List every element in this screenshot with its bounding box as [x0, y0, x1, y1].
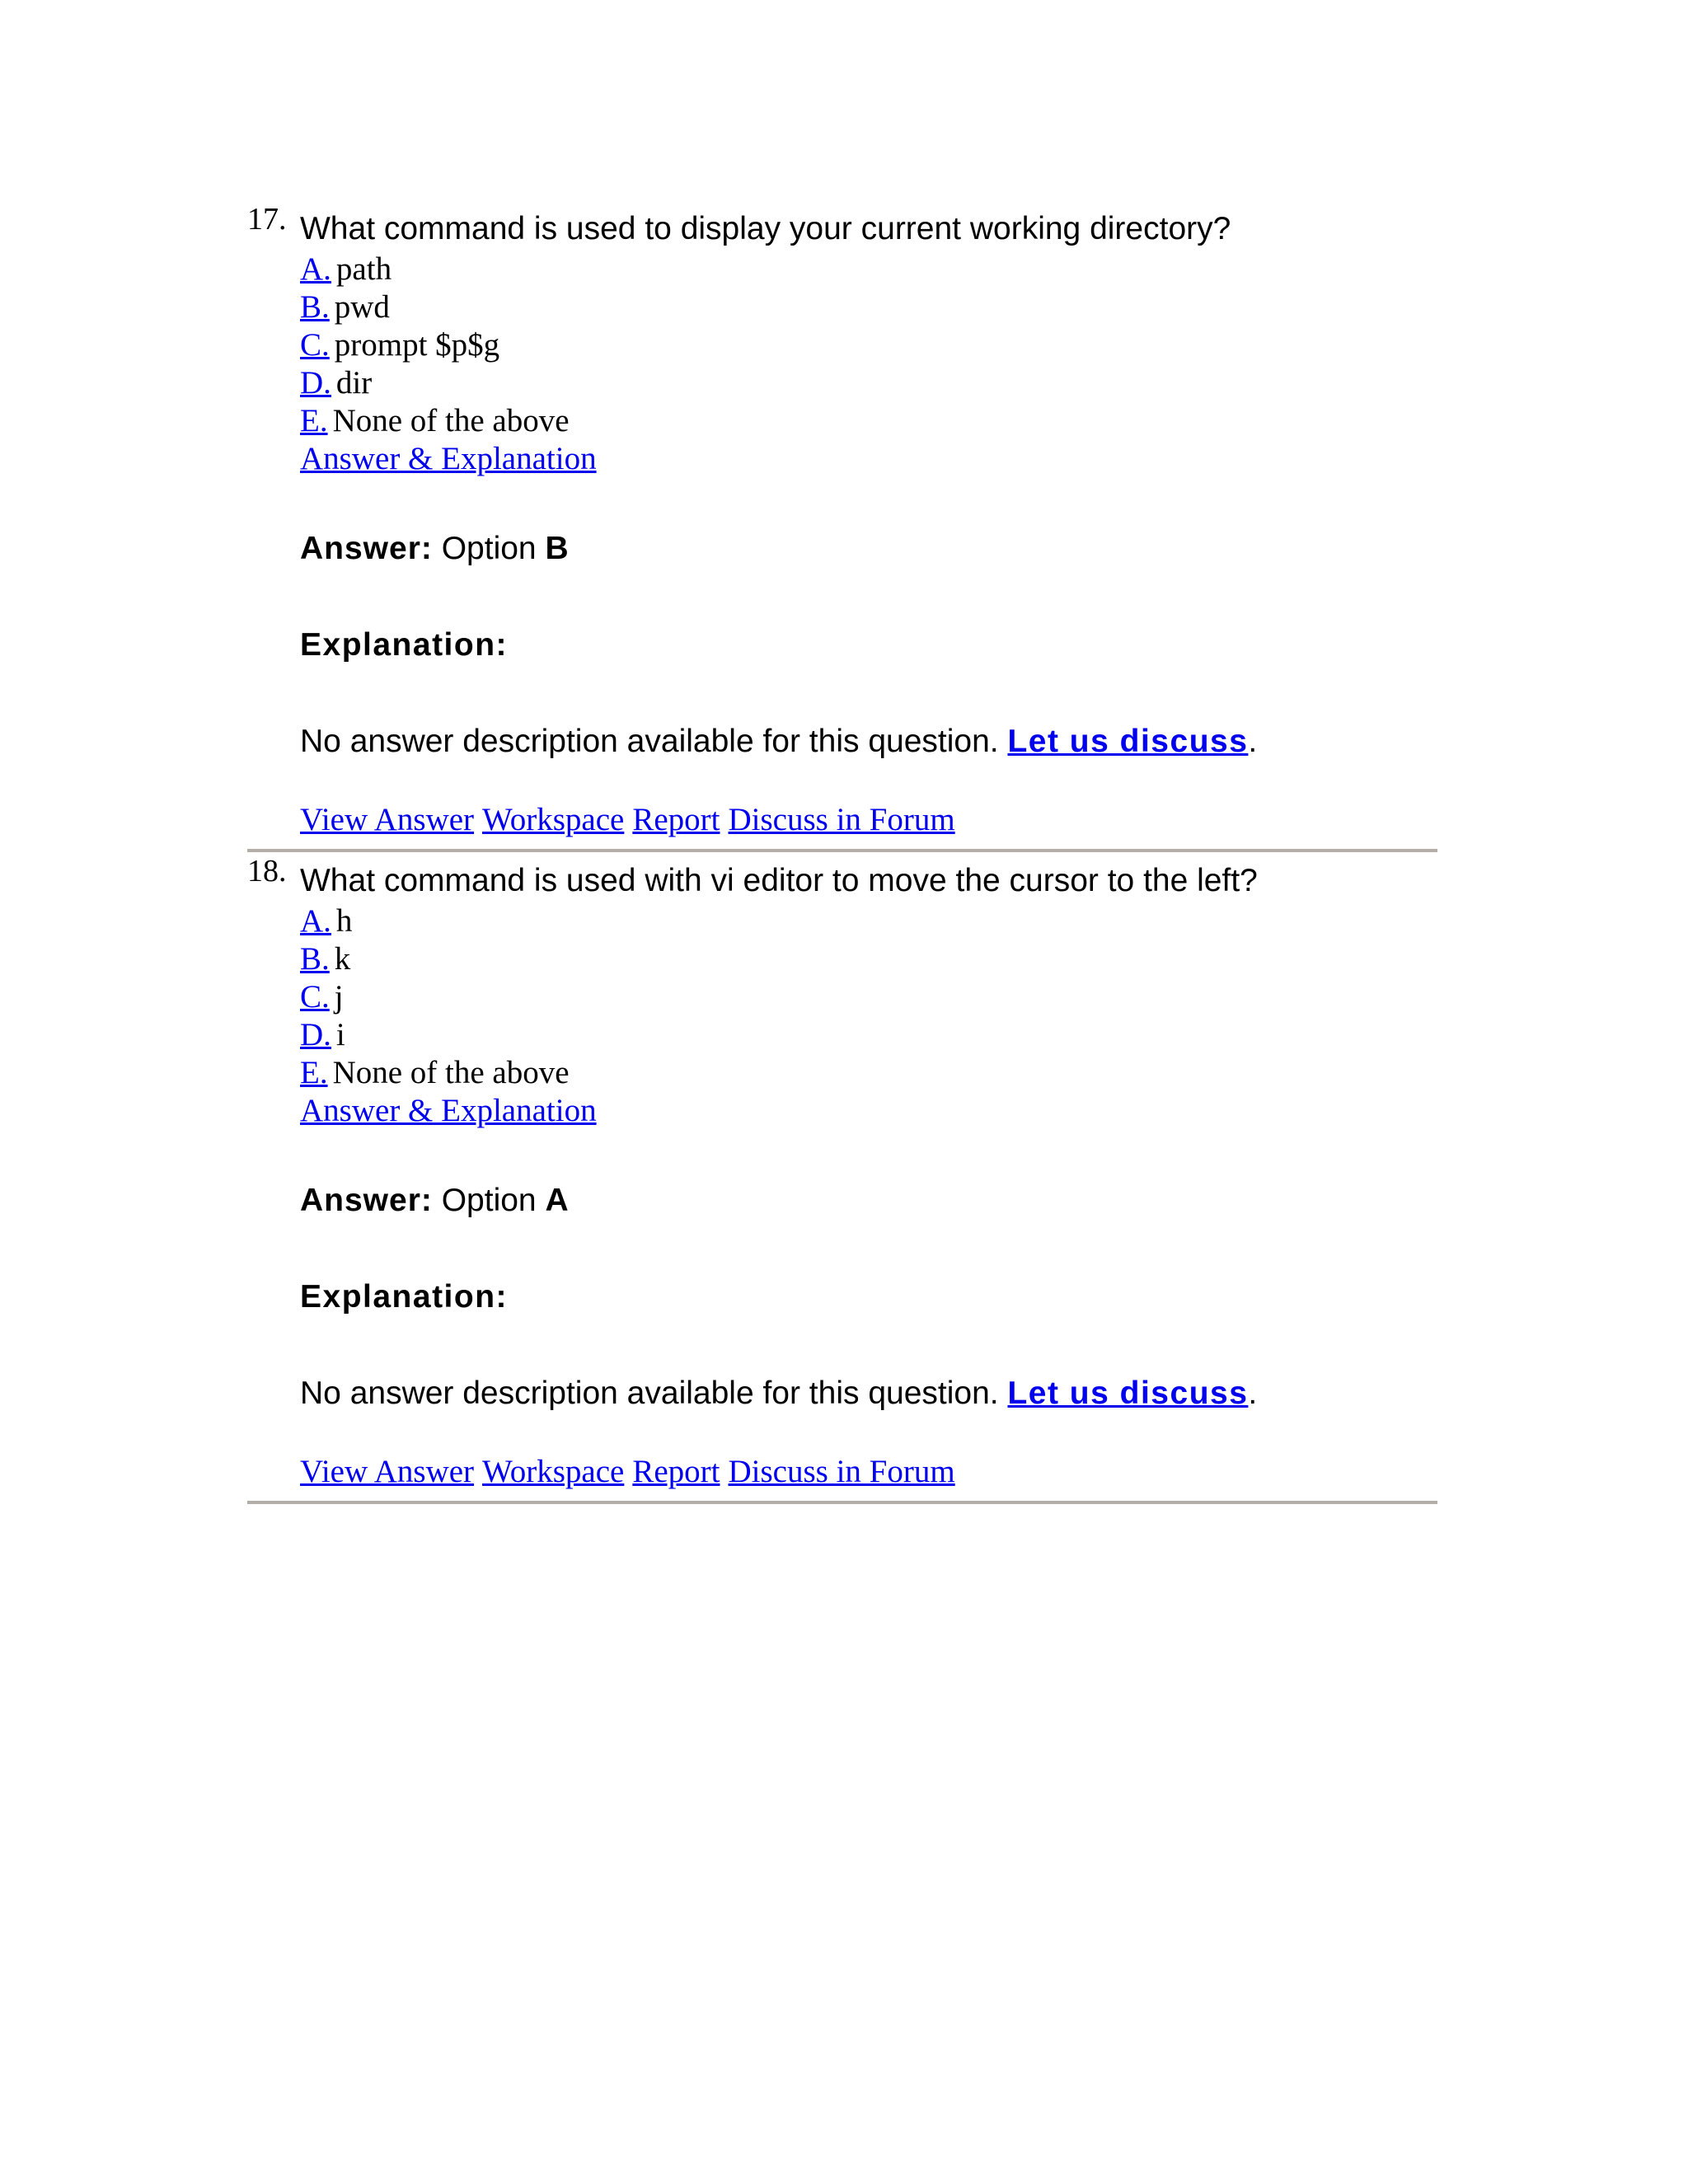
option-d: [300, 1016, 570, 1054]
option-b: [300, 288, 570, 326]
answer-letter: B: [545, 531, 569, 566]
question-text: What command is used to display your current working directory?: [300, 211, 1231, 246]
option-text: None of the above: [332, 1055, 570, 1090]
option-d: [300, 364, 570, 402]
discuss-suffix: .: [1248, 1376, 1258, 1411]
option-letter-link[interactable]: B.: [300, 289, 330, 325]
option-letter-link[interactable]: E.: [300, 1055, 328, 1090]
question-text: What command is used with vi editor to move the cursor to the left?: [300, 863, 1258, 898]
discuss-suffix: .: [1248, 724, 1258, 759]
option-e: [300, 402, 570, 440]
option-list: [300, 902, 570, 1092]
option-text: dir: [335, 365, 373, 401]
discuss-in-forum-link[interactable]: Discuss in Forum: [728, 1454, 955, 1489]
answer-option-word: Option: [441, 531, 537, 566]
option-list: [300, 251, 570, 440]
option-c: [300, 978, 570, 1016]
option-letter-link[interactable]: B.: [300, 941, 330, 977]
answer-explanation-link[interactable]: Answer & Explanation: [300, 441, 597, 476]
question-number: 17.: [247, 202, 287, 237]
option-text: k: [334, 941, 351, 977]
option-e: [300, 1054, 570, 1092]
option-b: [300, 940, 570, 978]
answer-line: [300, 1183, 569, 1219]
option-text: h: [335, 903, 353, 939]
question-divider: [247, 849, 1437, 852]
answer-label: Answer:: [300, 531, 433, 566]
answer-letter: A: [545, 1183, 569, 1218]
option-letter-link[interactable]: E.: [300, 403, 328, 438]
option-letter-link[interactable]: A.: [300, 903, 331, 939]
workspace-link[interactable]: Workspace: [482, 1454, 625, 1489]
workspace-link[interactable]: Workspace: [482, 802, 625, 837]
option-letter-link[interactable]: A.: [300, 251, 331, 287]
view-answer-link[interactable]: View Answer: [300, 1454, 475, 1489]
option-text: i: [335, 1017, 345, 1052]
discuss-in-forum-link[interactable]: Discuss in Forum: [728, 802, 955, 837]
option-text: path: [335, 251, 392, 287]
option-letter-link[interactable]: C.: [300, 979, 330, 1015]
option-letter-link[interactable]: D.: [300, 365, 331, 401]
option-text: j: [334, 979, 344, 1015]
option-a: [300, 251, 570, 288]
option-letter-link[interactable]: C.: [300, 327, 330, 363]
question-actions: [300, 801, 960, 846]
option-text: None of the above: [332, 403, 570, 438]
answer-label: Answer:: [300, 1183, 433, 1218]
option-c: [300, 326, 570, 364]
question-number: 18.: [247, 854, 287, 888]
option-a: [300, 902, 570, 940]
explanation-heading: Explanation:: [300, 1279, 509, 1315]
view-answer-link[interactable]: View Answer: [300, 802, 475, 837]
report-link[interactable]: Report: [632, 1454, 720, 1489]
answer-line: [300, 531, 569, 567]
explanation-body: No answer description available for this question.: [300, 1376, 999, 1411]
option-text: prompt $p$g: [334, 327, 500, 363]
report-link[interactable]: Report: [632, 802, 720, 837]
answer-explanation-link[interactable]: Answer & Explanation: [300, 1093, 597, 1128]
question-divider: [247, 1501, 1437, 1504]
option-text: pwd: [334, 289, 390, 325]
answer-option-word: Option: [441, 1183, 537, 1218]
let-us-discuss-link[interactable]: Let us discuss: [1007, 1376, 1249, 1411]
option-letter-link[interactable]: D.: [300, 1017, 331, 1052]
explanation-body: No answer description available for this question.: [300, 724, 999, 759]
explanation-heading: Explanation:: [300, 627, 509, 663]
let-us-discuss-link[interactable]: Let us discuss: [1007, 724, 1249, 759]
explanation-text: [300, 1376, 1257, 1412]
explanation-text: [300, 724, 1257, 760]
question-actions: [300, 1453, 960, 1497]
